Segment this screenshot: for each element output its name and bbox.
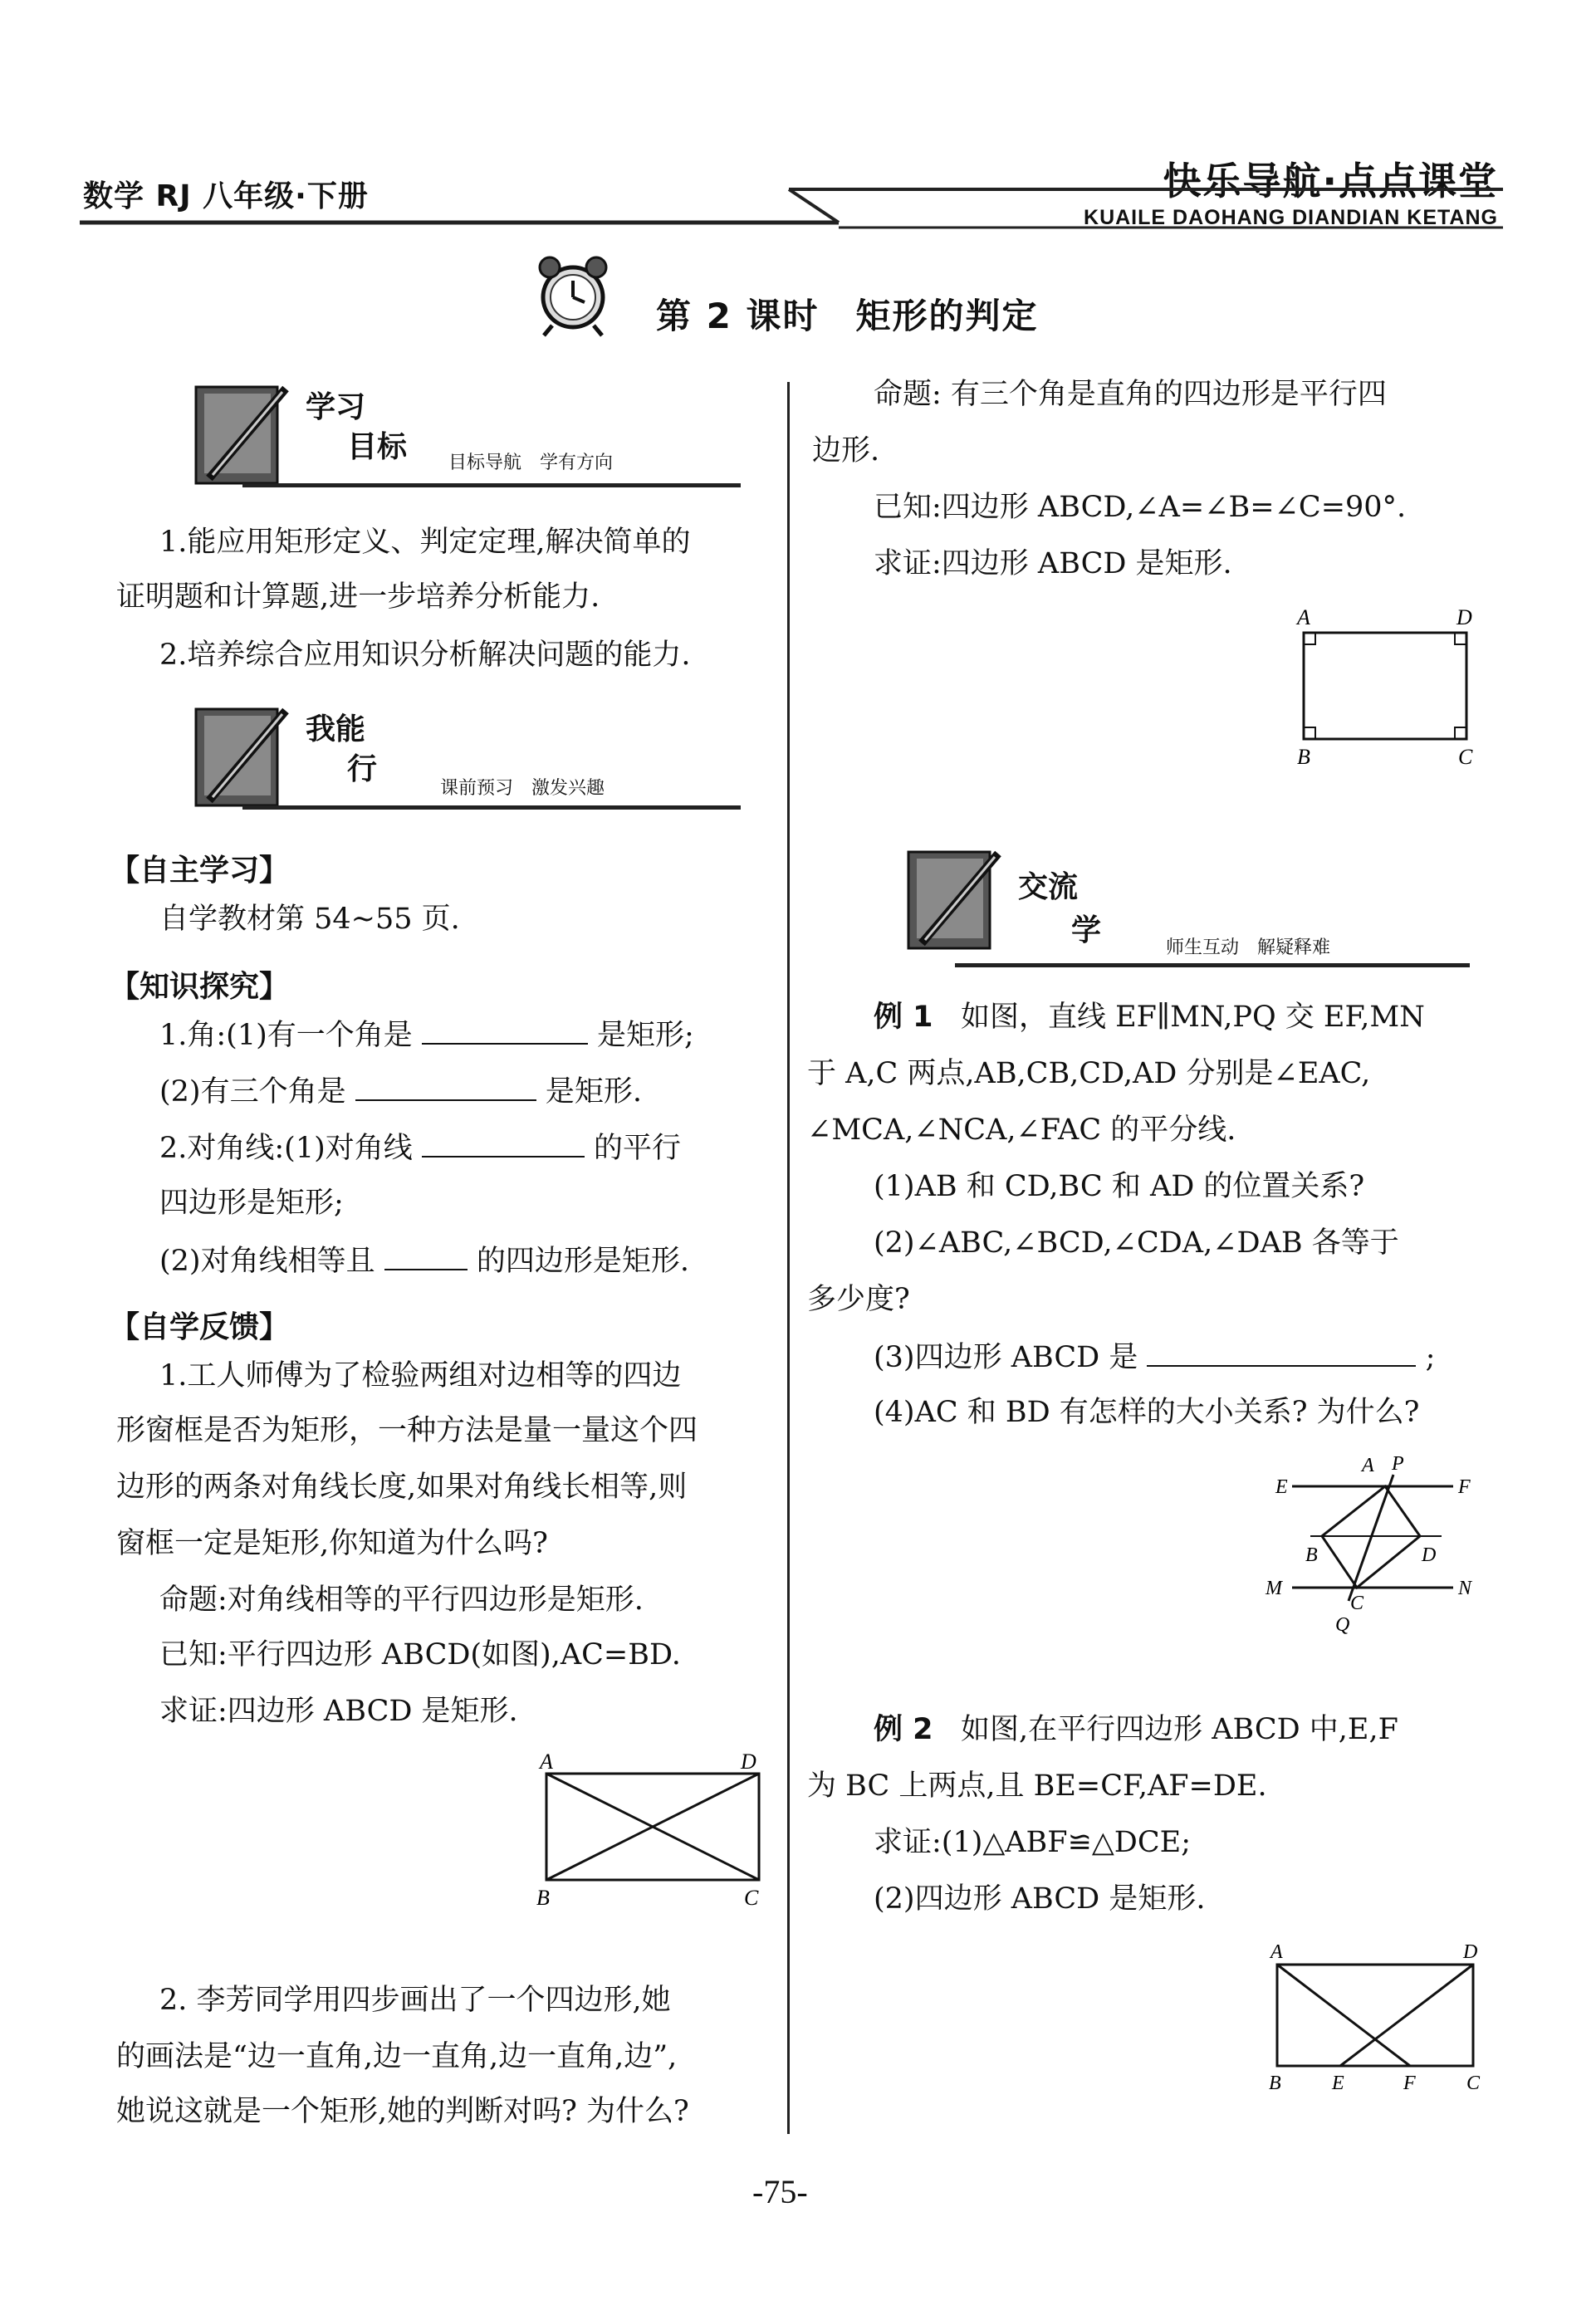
example2-line-2: 为 BC 上两点,且 BE=CF,AF=DE. (807, 1769, 1267, 1803)
banner-learning-goals (193, 380, 757, 497)
feedback-q1-given: 已知:平行四边形 ABCD(如图),AC=BD. (159, 1638, 681, 1671)
explore-line-5: (2)对角线相等且 的四边形是矩形. (159, 1245, 690, 1278)
point-label-f: F (1458, 1476, 1471, 1498)
lesson-title: 第 2 课时 矩形的判定 (656, 296, 1039, 336)
feedback-q1-line-2: 形窗框是否为矩形，一种方法是量一量这个四 (116, 1414, 698, 1447)
figure-example2 (1254, 1935, 1495, 2101)
figure-example1 (1246, 1455, 1495, 1646)
example1-line-6: 多少度? (807, 1283, 910, 1316)
banner-preview-title-2: 行 (347, 752, 378, 786)
feedback-q1-proposition: 命题:对角线相等的平行四边形是矩形. (159, 1583, 644, 1617)
example2-line-1: 例 2 如图,在平行四边形 ABCD 中,E,F (874, 1713, 1398, 1746)
fill-blank[interactable] (355, 1076, 536, 1101)
fill-blank[interactable] (1147, 1342, 1416, 1367)
goal-line-2: 证明题和计算题,进一步培养分析能力. (116, 580, 600, 614)
explore-line-3: 2.对角线:(1)对角线 的平行 (159, 1132, 682, 1165)
feedback-q1-line-4: 窗框一定是矩形,你知道为什么吗? (116, 1527, 548, 1560)
point-label-n: N (1458, 1578, 1472, 1599)
vertex-label-b: B (536, 1886, 550, 1910)
header-book-info: 数学 RJ 八年级·下册 (83, 179, 369, 213)
explore-line-1: 1.角:(1)有一个角是 是矩形; (159, 1019, 694, 1052)
point-label-b: B (1305, 1544, 1318, 1566)
example2-line-3: 求证:(1)△ABF≌△DCE; (874, 1826, 1191, 1859)
banner-exchange-title-1: 交流 (1018, 870, 1079, 904)
header-rules (0, 0, 1596, 249)
figure-rectangle-right-angles (1279, 603, 1495, 769)
feedback-q1-line-3: 边形的两条对角线长度,如果对角线长相等,则 (116, 1471, 688, 1504)
point-label-p: P (1392, 1455, 1404, 1475)
right-proposition-line-1: 命题: 有三个角是直角的四边形是平行四 (874, 378, 1387, 411)
banner-goals-title-2: 目标 (347, 430, 408, 464)
banner-preview-subtitle: 课前预习 激发兴趣 (440, 778, 605, 799)
banner-exchange (905, 845, 1486, 970)
vertex-label-a: A (540, 1750, 553, 1774)
column-divider (787, 382, 790, 2134)
feedback-q1-line-1: 1.工人师傅为了检验两组对边相等的四边 (159, 1359, 682, 1392)
banner-exchange-subtitle: 师生互动 解疑释难 (1166, 937, 1331, 958)
vertex-label-b: B (1297, 745, 1310, 769)
banner-preview (193, 702, 757, 819)
example1-line-1: 例 1 如图，直线 EF∥MN,PQ 交 EF,MN (874, 1001, 1425, 1034)
goal-line-3: 2.培养综合应用知识分析解决问题的能力. (159, 639, 691, 672)
vertex-label-a: A (1297, 605, 1310, 629)
header-series-title: 快乐导航·点点课堂 (1163, 159, 1498, 203)
header-series-pinyin: KUAILE DAOHANG DIANDIAN KETANG (1084, 206, 1498, 229)
vertex-label-d: D (1463, 1941, 1478, 1963)
example1-line-4: (1)AB 和 CD,BC 和 AD 的位置关系? (874, 1170, 1365, 1203)
point-label-d: D (1422, 1544, 1437, 1566)
vertex-label-d: D (741, 1750, 756, 1774)
feedback-q1-prove: 求证:四边形 ABCD 是矩形. (159, 1695, 518, 1728)
example1-line-7: (3)四边形 ABCD 是 ; (874, 1341, 1436, 1374)
right-proposition-line-2: 边形. (812, 434, 880, 467)
example1-label: 例 1 (874, 1001, 933, 1034)
banner-exchange-title-2: 学 (1071, 913, 1102, 947)
fill-blank[interactable] (384, 1246, 468, 1270)
point-label-f: F (1403, 2073, 1416, 2094)
book-pen-icon (193, 380, 292, 488)
banner-goals-title-1: 学习 (306, 390, 366, 424)
example1-line-5: (2)∠ABC,∠BCD,∠CDA,∠DAB 各等于 (874, 1226, 1399, 1260)
vertex-label-c: C (1458, 745, 1473, 769)
book-pen-icon (193, 702, 292, 810)
explore-line-4: 四边形是矩形; (159, 1187, 344, 1220)
vertex-label-b: B (1269, 2073, 1281, 2094)
explore-line-2: (2)有三个角是 是矩形. (159, 1075, 642, 1109)
book-pen-icon (905, 845, 1005, 953)
example2-label: 例 2 (874, 1713, 933, 1746)
page-number: -75- (752, 2173, 808, 2210)
banner-preview-title-1: 我能 (306, 712, 366, 746)
self-study-heading: 【自主学习】 (110, 854, 290, 888)
example1-line-8: (4)AC 和 BD 有怎样的大小关系? 为什么? (874, 1396, 1420, 1429)
point-label-c: C (1350, 1593, 1364, 1614)
self-study-text: 自学教材第 54~55 页. (159, 903, 460, 936)
figure-rectangle-diagonals (531, 1750, 772, 1916)
feedback-q2-line-2: 的画法是“边一直角,边一直角,边一直角,边”, (116, 2040, 678, 2073)
feedback-q2-line-3: 她说这就是一个矩形,她的判断对吗? 为什么? (116, 2095, 689, 2128)
vertex-label-d: D (1456, 605, 1472, 629)
right-prove: 求证:四边形 ABCD 是矩形. (874, 547, 1232, 580)
vertex-label-c: C (744, 1886, 759, 1910)
fill-blank[interactable] (422, 1133, 585, 1158)
feedback-heading: 【自学反馈】 (110, 1310, 290, 1344)
example1-line-2: 于 A,C 两点,AB,CB,CD,AD 分别是∠EAC, (807, 1057, 1371, 1090)
goal-line-1: 1.能应用矩形定义、判定定理,解决简单的 (159, 526, 691, 559)
example1-line-3: ∠MCA,∠NCA,∠FAC 的平分线. (807, 1113, 1236, 1147)
vertex-label-c: C (1466, 2073, 1481, 2094)
point-label-e: E (1275, 1476, 1288, 1498)
banner-goals-subtitle: 目标导航 学有方向 (448, 453, 614, 473)
right-given: 已知:四边形 ABCD,∠A=∠B=∠C=90°. (874, 491, 1407, 524)
alarm-clock-icon (531, 249, 614, 340)
point-label-m: M (1266, 1578, 1282, 1599)
point-label-q: Q (1335, 1614, 1350, 1636)
example2-line-4: (2)四边形 ABCD 是矩形. (874, 1882, 1206, 1916)
point-label-a: A (1362, 1455, 1374, 1476)
vertex-label-a: A (1270, 1941, 1283, 1963)
fill-blank[interactable] (422, 1020, 588, 1045)
point-label-e: E (1332, 2073, 1344, 2094)
feedback-q2-line-1: 2. 李芳同学用四步画出了一个四边形,她 (159, 1984, 671, 2017)
explore-heading: 【知识探究】 (110, 970, 290, 1004)
